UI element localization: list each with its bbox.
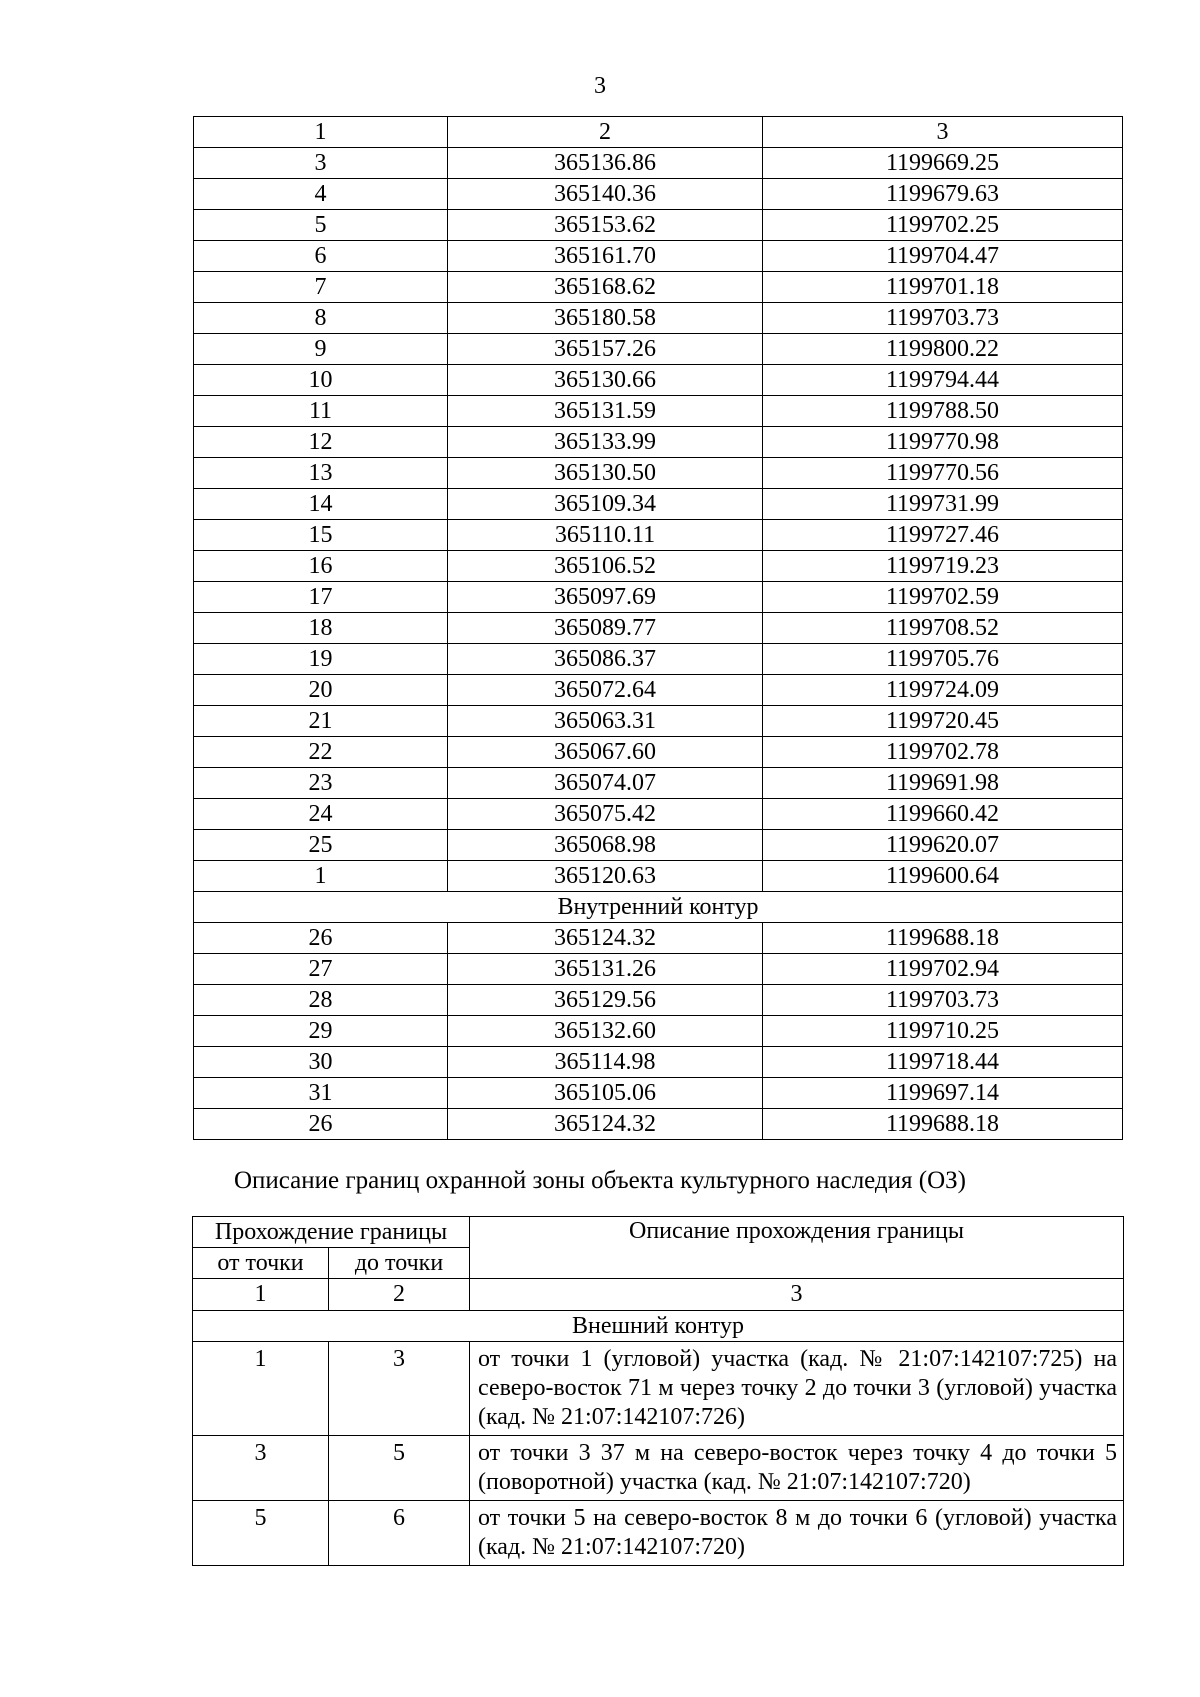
- y-coordinate-cell: 1199704.47: [763, 241, 1123, 272]
- coordinates-table-body: [194, 117, 1123, 1140]
- point-number-cell: 5: [194, 210, 448, 241]
- y-coordinate-cell: 1199770.56: [763, 458, 1123, 489]
- x-coordinate-cell: 365097.69: [448, 582, 763, 613]
- y-coordinate-cell: 1199710.25: [763, 1016, 1123, 1047]
- table-row: [194, 210, 1123, 241]
- column-number-row: [193, 1279, 1124, 1311]
- point-number-cell: 20: [194, 675, 448, 706]
- y-coordinate-cell: 1199702.25: [763, 210, 1123, 241]
- x-coordinate-cell: 365063.31: [448, 706, 763, 737]
- x-coordinate-cell: 365131.59: [448, 396, 763, 427]
- table-row: [194, 737, 1123, 768]
- x-coordinate-cell: 365129.56: [448, 985, 763, 1016]
- point-number-cell: 14: [194, 489, 448, 520]
- x-coordinate-cell: 365105.06: [448, 1078, 763, 1109]
- table-row: [194, 241, 1123, 272]
- table-row: [194, 830, 1123, 861]
- table-row: [194, 148, 1123, 179]
- y-coordinate-cell: 1199688.18: [763, 1109, 1123, 1140]
- x-coordinate-cell: 365130.66: [448, 365, 763, 396]
- y-coordinate-cell: 3: [763, 117, 1123, 148]
- x-coordinate-cell: 365089.77: [448, 613, 763, 644]
- point-number-cell: 19: [194, 644, 448, 675]
- point-number-cell: 13: [194, 458, 448, 489]
- x-coordinate-cell: 365180.58: [448, 303, 763, 334]
- description-cell: от точки 1 (угловой) участка (кад. № 21:07:142107:725) на северо-восток 71 м через точку 2 до точки 3 (угловой) участка (кад. № 21:07:142107:726): [470, 1342, 1124, 1436]
- table-row: [194, 954, 1123, 985]
- column-number-2: 2: [329, 1279, 470, 1311]
- x-coordinate-cell: 365133.99: [448, 427, 763, 458]
- table-row: [194, 1109, 1123, 1140]
- point-number-cell: 24: [194, 799, 448, 830]
- y-coordinate-cell: 1199702.59: [763, 582, 1123, 613]
- x-coordinate-cell: 365140.36: [448, 179, 763, 210]
- table-row: [194, 427, 1123, 458]
- y-coordinate-cell: 1199679.63: [763, 179, 1123, 210]
- boundary-description-table: [192, 1216, 1124, 1566]
- y-coordinate-cell: 1199727.46: [763, 520, 1123, 551]
- to-point-cell: 3: [329, 1342, 470, 1436]
- y-coordinate-cell: 1199703.73: [763, 985, 1123, 1016]
- table-row: [194, 520, 1123, 551]
- point-number-cell: 7: [194, 272, 448, 303]
- boundary-row: [193, 1342, 1124, 1436]
- x-coordinate-cell: 365106.52: [448, 551, 763, 582]
- description-cell: от точки 3 37 м на северо-восток через точку 4 до точки 5 (поворотной) участка (кад. № 21:07:142107:720): [470, 1436, 1124, 1501]
- x-coordinate-cell: 365124.32: [448, 1109, 763, 1140]
- page-number: 3: [594, 73, 606, 99]
- y-coordinate-cell: 1199718.44: [763, 1047, 1123, 1078]
- y-coordinate-cell: 1199703.73: [763, 303, 1123, 334]
- table-row: [194, 551, 1123, 582]
- y-coordinate-cell: 1199620.07: [763, 830, 1123, 861]
- to-point-cell: 5: [329, 1436, 470, 1501]
- inner-section-row: [194, 892, 1123, 923]
- x-coordinate-cell: 365132.60: [448, 1016, 763, 1047]
- point-number-cell: 27: [194, 954, 448, 985]
- inner-section-label: Внутренний контур: [194, 892, 1123, 923]
- x-coordinate-cell: 365074.07: [448, 768, 763, 799]
- from-point-cell: 1: [193, 1342, 329, 1436]
- y-coordinate-cell: 1199697.14: [763, 1078, 1123, 1109]
- x-coordinate-cell: 365120.63: [448, 861, 763, 892]
- y-coordinate-cell: 1199719.23: [763, 551, 1123, 582]
- point-number-cell: 4: [194, 179, 448, 210]
- table-row: [194, 582, 1123, 613]
- x-coordinate-cell: 365153.62: [448, 210, 763, 241]
- boundary-description-rows: [193, 1342, 1124, 1566]
- y-coordinate-cell: 1199770.98: [763, 427, 1123, 458]
- header-row-1: [193, 1217, 1124, 1248]
- y-coordinate-cell: 1199720.45: [763, 706, 1123, 737]
- point-number-cell: 26: [194, 1109, 448, 1140]
- y-coordinate-cell: 1199788.50: [763, 396, 1123, 427]
- x-coordinate-cell: 365109.34: [448, 489, 763, 520]
- boundary-row: [193, 1436, 1124, 1501]
- point-number-cell: 11: [194, 396, 448, 427]
- x-coordinate-cell: 365110.11: [448, 520, 763, 551]
- table-row: [194, 675, 1123, 706]
- table-row: [194, 489, 1123, 520]
- x-coordinate-cell: 365130.50: [448, 458, 763, 489]
- y-coordinate-cell: 1199691.98: [763, 768, 1123, 799]
- table-row: [194, 458, 1123, 489]
- point-number-cell: 18: [194, 613, 448, 644]
- x-coordinate-cell: 365124.32: [448, 923, 763, 954]
- table-row: [194, 706, 1123, 737]
- y-coordinate-cell: 1199702.94: [763, 954, 1123, 985]
- description-cell: от точки 5 на северо-восток 8 м до точки 6 (угловой) участка (кад. № 21:07:142107:720): [470, 1501, 1124, 1566]
- table-row: [194, 365, 1123, 396]
- point-number-cell: 22: [194, 737, 448, 768]
- point-number-cell: 3: [194, 148, 448, 179]
- outer-section-row: [193, 1311, 1124, 1342]
- point-number-cell: 21: [194, 706, 448, 737]
- y-coordinate-cell: 1199708.52: [763, 613, 1123, 644]
- x-coordinate-cell: 365168.62: [448, 272, 763, 303]
- table-row: [194, 985, 1123, 1016]
- x-coordinate-cell: 365114.98: [448, 1047, 763, 1078]
- point-number-cell: 8: [194, 303, 448, 334]
- y-coordinate-cell: 1199702.78: [763, 737, 1123, 768]
- header-passage: Прохождение границы: [193, 1217, 470, 1248]
- x-coordinate-cell: 365072.64: [448, 675, 763, 706]
- outer-section-label: Внешний контур: [193, 1311, 1124, 1342]
- table-row: [194, 272, 1123, 303]
- x-coordinate-cell: 365086.37: [448, 644, 763, 675]
- table-row: [194, 303, 1123, 334]
- column-number-3: 3: [470, 1279, 1124, 1311]
- table-row: [194, 768, 1123, 799]
- to-point-cell: 6: [329, 1501, 470, 1566]
- from-point-cell: 5: [193, 1501, 329, 1566]
- point-number-cell: 17: [194, 582, 448, 613]
- table-row: [194, 1016, 1123, 1047]
- y-coordinate-cell: 1199794.44: [763, 365, 1123, 396]
- point-number-cell: 16: [194, 551, 448, 582]
- point-number-cell: 12: [194, 427, 448, 458]
- section-caption: Описание границ охранной зоны объекта культурного наследия (ОЗ): [233, 1167, 967, 1194]
- point-number-cell: 10: [194, 365, 448, 396]
- point-number-cell: 28: [194, 985, 448, 1016]
- table-row: [194, 923, 1123, 954]
- x-coordinate-cell: 365067.60: [448, 737, 763, 768]
- point-number-cell: 26: [194, 923, 448, 954]
- point-number-cell: 29: [194, 1016, 448, 1047]
- table-row: [194, 1078, 1123, 1109]
- point-number-cell: 25: [194, 830, 448, 861]
- table-row: [194, 396, 1123, 427]
- y-coordinate-cell: 1199724.09: [763, 675, 1123, 706]
- point-number-cell: 6: [194, 241, 448, 272]
- x-coordinate-cell: 365136.86: [448, 148, 763, 179]
- y-coordinate-cell: 1199705.76: [763, 644, 1123, 675]
- y-coordinate-cell: 1199660.42: [763, 799, 1123, 830]
- table-row: [194, 799, 1123, 830]
- y-coordinate-cell: 1199669.25: [763, 148, 1123, 179]
- header-to: до точки: [329, 1248, 470, 1279]
- header-from: от точки: [193, 1248, 329, 1279]
- x-coordinate-cell: 365131.26: [448, 954, 763, 985]
- y-coordinate-cell: 1199688.18: [763, 923, 1123, 954]
- point-number-cell: 30: [194, 1047, 448, 1078]
- y-coordinate-cell: 1199600.64: [763, 861, 1123, 892]
- y-coordinate-cell: 1199731.99: [763, 489, 1123, 520]
- x-coordinate-cell: 365161.70: [448, 241, 763, 272]
- table-row: [194, 644, 1123, 675]
- header-description: Описание прохождения границы: [470, 1217, 1124, 1279]
- y-coordinate-cell: 1199800.22: [763, 334, 1123, 365]
- point-number-cell: 15: [194, 520, 448, 551]
- x-coordinate-cell: 365157.26: [448, 334, 763, 365]
- x-coordinate-cell: 2: [448, 117, 763, 148]
- column-number-1: 1: [193, 1279, 329, 1311]
- table-row: [194, 861, 1123, 892]
- table-header-row: [194, 117, 1123, 148]
- table-row: [194, 334, 1123, 365]
- point-number-cell: 31: [194, 1078, 448, 1109]
- from-point-cell: 3: [193, 1436, 329, 1501]
- point-number-cell: 1: [194, 861, 448, 892]
- table-row: [194, 179, 1123, 210]
- point-number-cell: 9: [194, 334, 448, 365]
- y-coordinate-cell: 1199701.18: [763, 272, 1123, 303]
- x-coordinate-cell: 365075.42: [448, 799, 763, 830]
- table-row: [194, 613, 1123, 644]
- table-row: [194, 1047, 1123, 1078]
- x-coordinate-cell: 365068.98: [448, 830, 763, 861]
- boundary-row: [193, 1501, 1124, 1566]
- point-number-cell: 23: [194, 768, 448, 799]
- point-number-cell: 1: [194, 117, 448, 148]
- coordinates-table: [193, 116, 1123, 1140]
